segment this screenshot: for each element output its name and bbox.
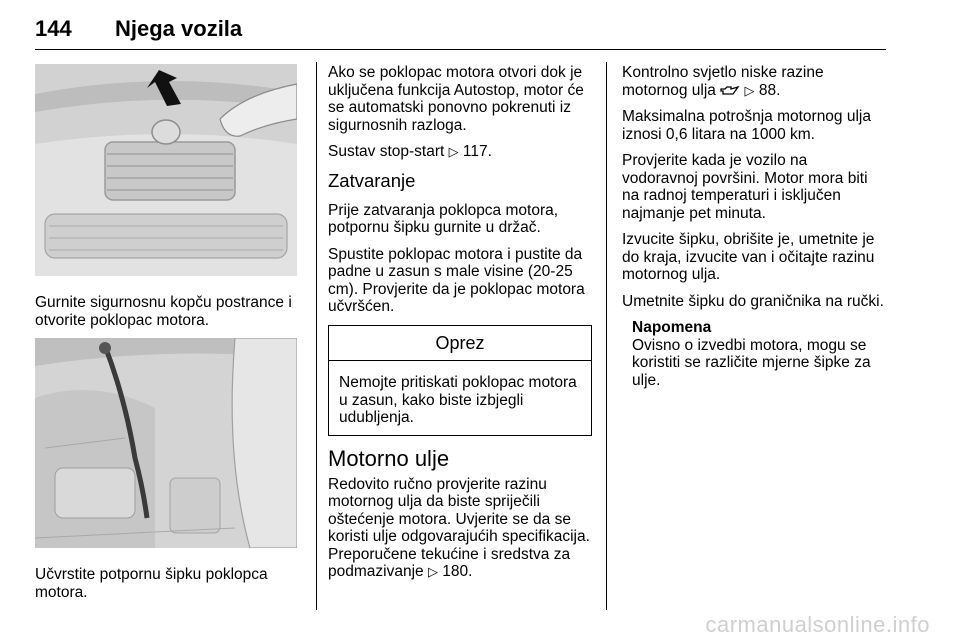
warning-box [328, 325, 592, 436]
header-rule [35, 49, 886, 50]
prop-rod-caption: Učvrstite potpornu šipku poklopca motora. [35, 566, 268, 601]
page-ref-icon: ▷ [744, 82, 755, 98]
oil-light-ref: 88. [758, 81, 781, 99]
oil-paragraph-text: Redovito ručno provjerite razinu motornog ulja da biste spriječili oštećenje motora. Uvjerite se da se koristi ulje odgovarajućih specifikacija. Preporučene tekućine i sredstva za podmazivanje [328, 475, 590, 580]
closing-paragraph-2: Spustite poklopac motora i pustite da padne u zasun s male visine (20-25 cm). Provjerite da je poklopac motora učvršćen. [328, 245, 585, 315]
page-number: 144 [35, 16, 72, 41]
stop-start-text: Sustav stop-start [328, 143, 445, 160]
oil-paragraph [328, 476, 592, 581]
column-divider-2 [606, 62, 607, 610]
page-ref-icon: ▷ [448, 144, 459, 159]
note-box [622, 319, 886, 389]
stop-start-paragraph [328, 143, 592, 161]
right-column [622, 64, 886, 389]
hood-release-caption: Gurnite sigurnosnu kopču postrance i otvorite poklopac motora. [35, 294, 292, 329]
prop-rod-illustration [35, 338, 297, 548]
page-header [35, 12, 886, 50]
note-text: Ovisno o izvedbi motora, mogu se koristiti se različite mjerne šipke za ulje. [632, 336, 871, 389]
oil-warning-light-paragraph [622, 64, 886, 99]
hood-release-illustration [35, 64, 297, 276]
middle-column [328, 64, 592, 590]
check-conditions-paragraph: Provjerite kada je vozilo na vodoravnoj površini. Motor mora biti na radnoj temperaturi i isključen najmanje pet minuta. [622, 152, 868, 222]
column-divider-1 [316, 62, 317, 610]
page-ref-icon: ▷ [427, 564, 438, 579]
closing-paragraph-1: Prije zatvaranja poklopca motora, potpornu šipku gurnite u držač. [328, 201, 559, 236]
autostop-paragraph: Ako se poklopac motora otvori dok je uključena funkcija Autostop, motor će se automatski ponovno pokrenuti iz sigurnosnih razloga. [328, 64, 584, 134]
insert-dipstick-paragraph: Umetnite šipku do graničnika na ručki. [622, 292, 884, 310]
warning-text: Nemojte pritiskati poklopac motora u zasun, kako biste izbjegli udubljenja. [339, 374, 577, 426]
chapter-title: Njega vozila [115, 16, 243, 41]
stop-start-ref: 117. [462, 143, 492, 160]
oil-can-icon [720, 82, 744, 99]
dipstick-paragraph: Izvucite šipku, obrišite je, umetnite je do kraja, izvucite van i očitajte razinu motornog ulja. [622, 231, 875, 283]
watermark: carmanualsonline.info [705, 612, 930, 637]
note-title: Napomena [632, 319, 712, 336]
closing-heading: Zatvaranje [328, 169, 416, 191]
max-consumption-paragraph: Maksimalna potrošnja motornog ulja iznosi 0,6 litara na 1000 km. [622, 108, 871, 143]
oil-paragraph-ref: 180. [442, 563, 473, 580]
oil-heading: Motorno ulje [328, 445, 450, 471]
oil-light-text: Kontrolno svjetlo niske razine motornog ulja [622, 64, 824, 99]
warning-title: Oprez [329, 326, 591, 362]
